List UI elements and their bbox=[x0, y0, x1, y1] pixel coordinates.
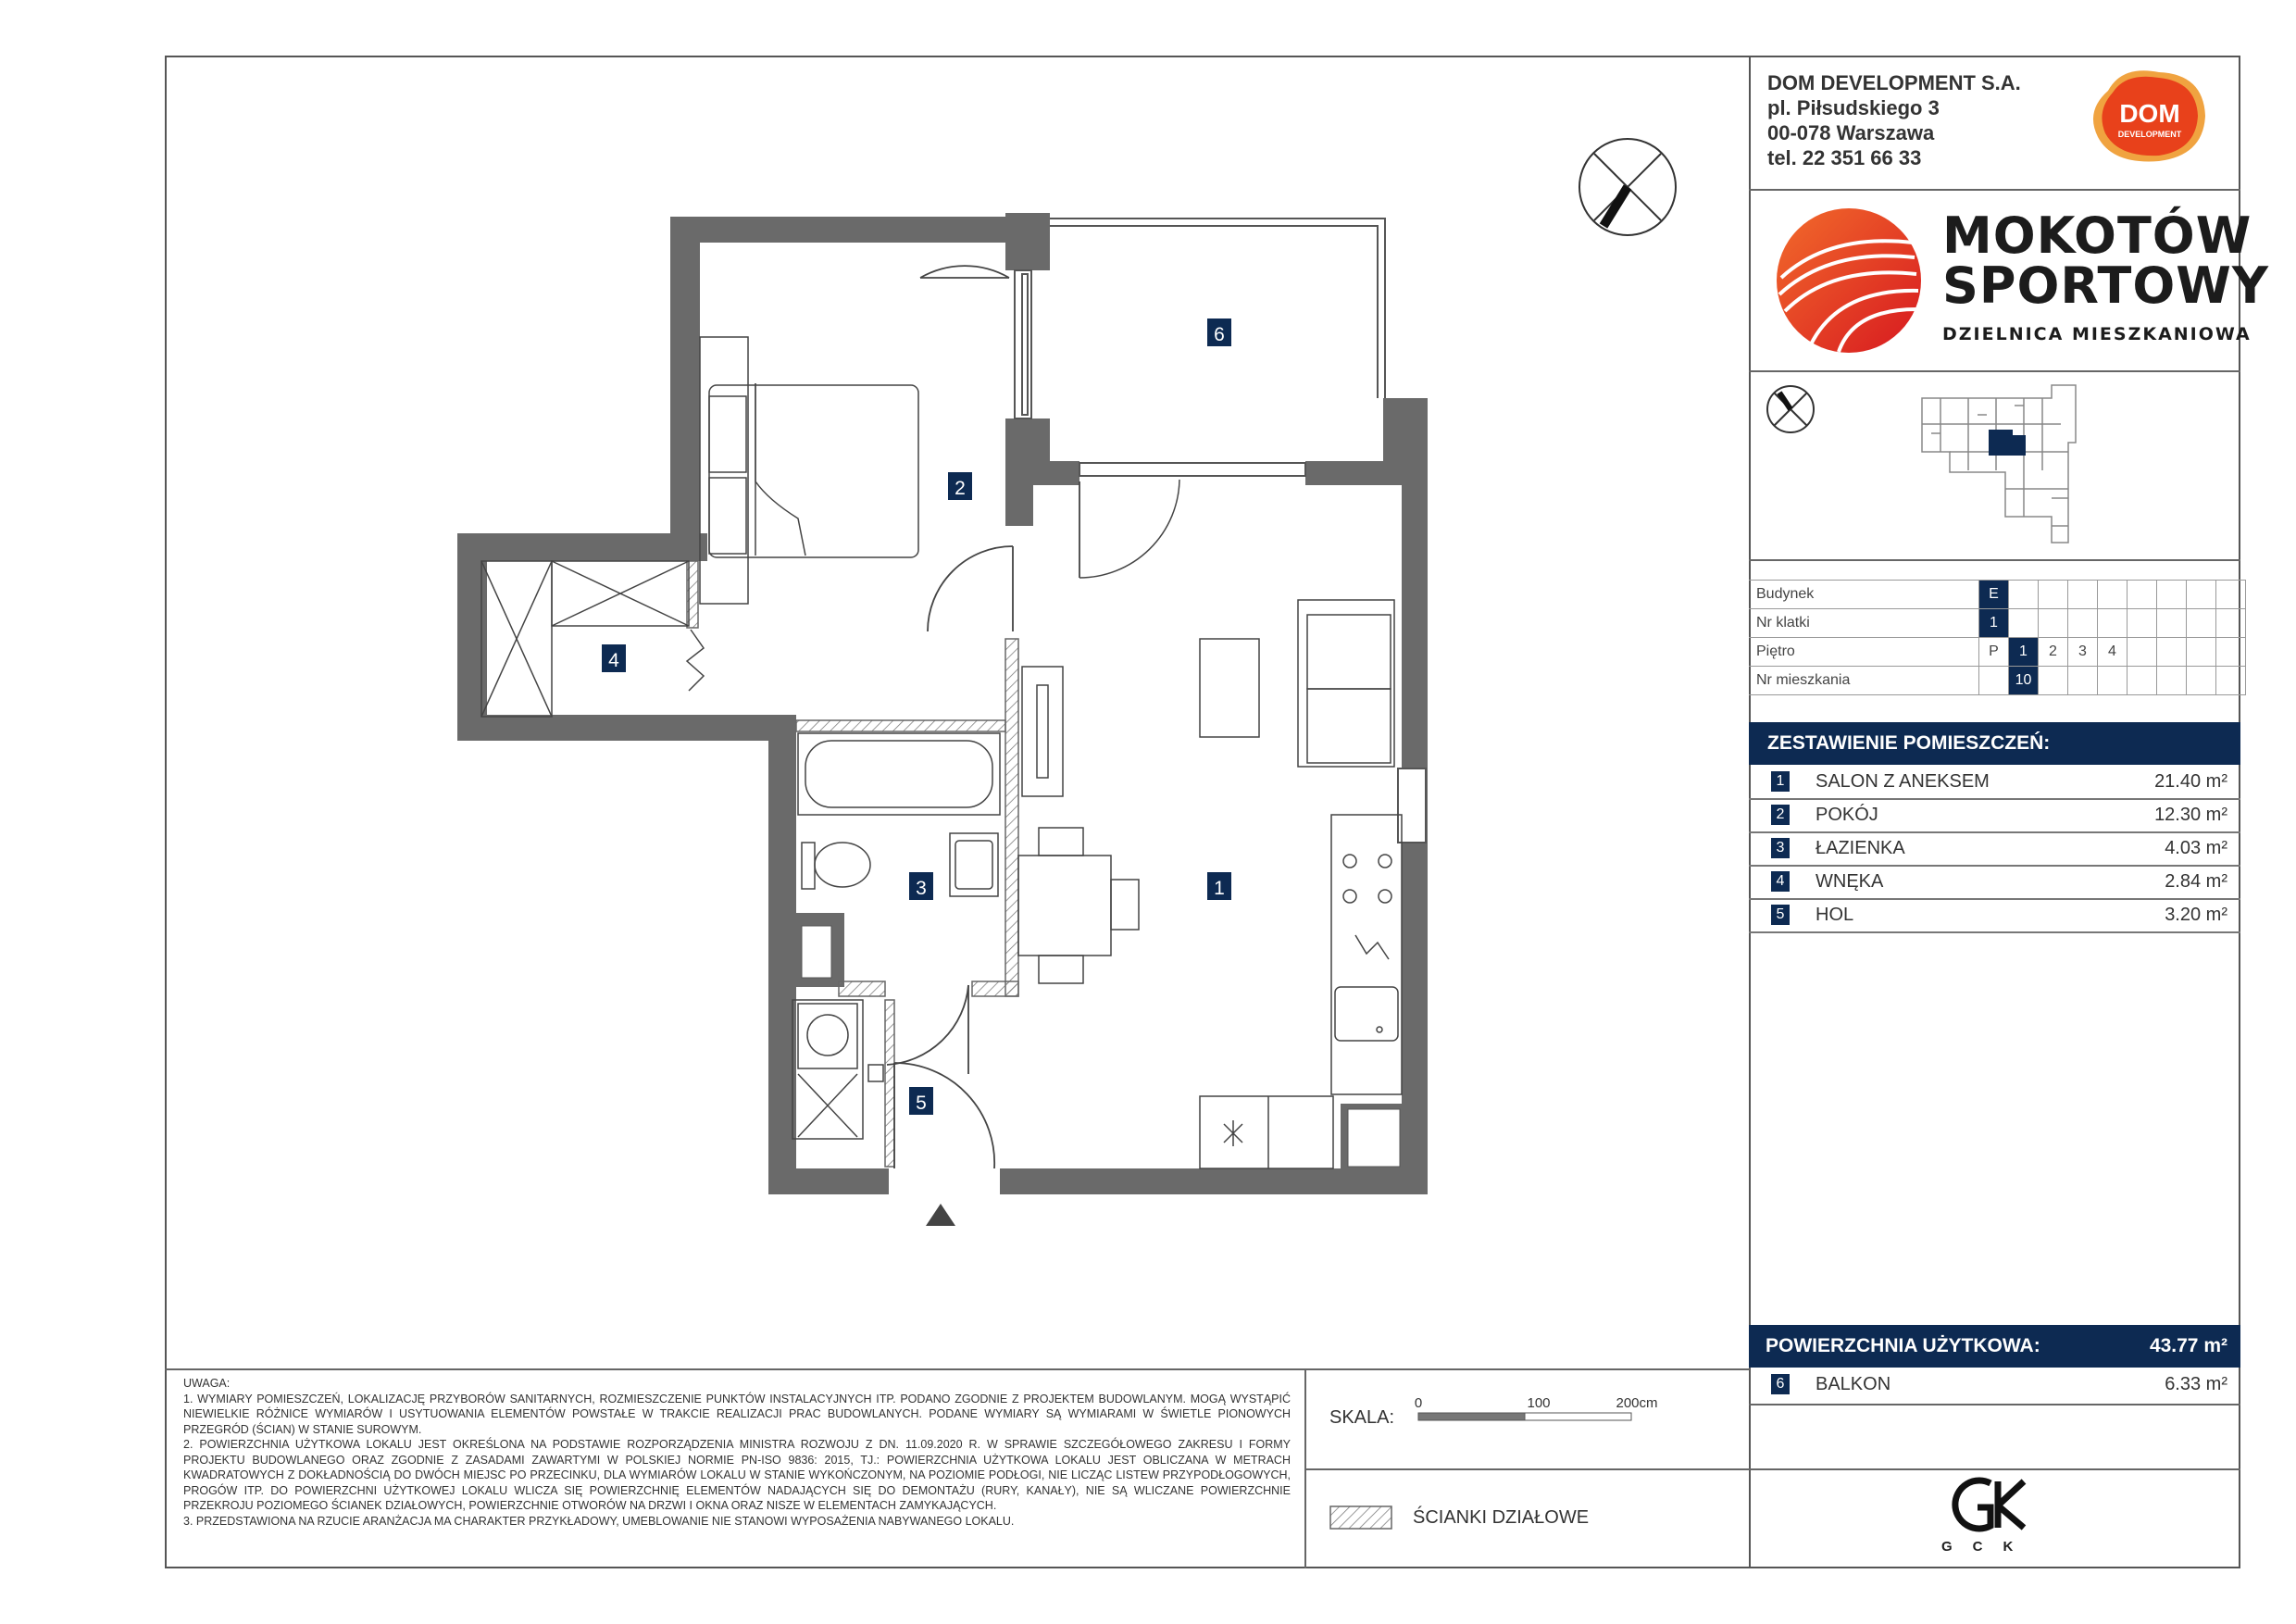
location-table bbox=[1749, 580, 2246, 695]
scale-bar bbox=[1407, 1389, 1713, 1435]
dom-logo-text: DOM bbox=[2119, 99, 2180, 128]
location-cell bbox=[2157, 638, 2187, 667]
location-cell bbox=[2098, 581, 2128, 609]
location-cell bbox=[2009, 581, 2039, 609]
location-cell: 4 bbox=[2098, 638, 2128, 667]
location-cell bbox=[1979, 667, 2009, 695]
location-cell bbox=[2068, 609, 2098, 638]
location-cell bbox=[2039, 581, 2068, 609]
brand-line1: MOKOTÓW bbox=[1942, 206, 2252, 265]
location-cell bbox=[2128, 581, 2157, 609]
scale-divider bbox=[1304, 1468, 1749, 1470]
room-num: 5 bbox=[1771, 905, 1790, 925]
notes-title: UWAGA: bbox=[183, 1377, 231, 1390]
panel-divider bbox=[1749, 559, 2240, 561]
location-cell bbox=[2216, 638, 2246, 667]
location-cell bbox=[2187, 667, 2216, 695]
room-label-6: 6 bbox=[1214, 324, 1225, 345]
location-cell: 10 bbox=[2009, 667, 2039, 695]
total-area-value: 43.77 m² bbox=[2149, 1335, 2227, 1356]
location-cell: P bbox=[1979, 638, 2009, 667]
brand-tagline: DZIELNICA MIESZKANIOWA bbox=[1942, 324, 2252, 344]
panel-divider bbox=[1749, 1468, 2240, 1470]
location-cell bbox=[2068, 581, 2098, 609]
room-name: SALON Z ANEKSEM bbox=[1816, 771, 1990, 792]
total-area-bar bbox=[1749, 1325, 2240, 1368]
location-cell: 1 bbox=[2009, 638, 2039, 667]
location-row bbox=[1749, 581, 2246, 609]
wardrobes bbox=[481, 561, 704, 717]
doors bbox=[887, 266, 1179, 1168]
room-area: 12.30 m² bbox=[2154, 805, 2227, 825]
location-cell bbox=[2039, 667, 2068, 695]
panel-divider bbox=[1749, 1404, 2240, 1405]
windows bbox=[1015, 270, 1426, 843]
location-cell bbox=[2009, 609, 2039, 638]
room-row bbox=[1749, 865, 2240, 900]
room-row bbox=[1749, 898, 2240, 933]
location-cell bbox=[2157, 609, 2187, 638]
location-cell bbox=[2128, 667, 2157, 695]
location-cell bbox=[2039, 609, 2068, 638]
dom-logo-sub: DEVELOPMENT bbox=[2117, 130, 2182, 139]
location-row-label: Nr klatki bbox=[1749, 609, 1979, 638]
company-street: pl. Piłsudskiego 3 bbox=[1767, 96, 1940, 119]
room-row bbox=[1749, 798, 2240, 833]
room-name: POKÓJ bbox=[1816, 805, 1878, 825]
location-cell bbox=[2216, 609, 2246, 638]
partition-walls bbox=[687, 561, 1018, 1167]
location-cell bbox=[2098, 609, 2128, 638]
balcony-num: 6 bbox=[1771, 1374, 1790, 1394]
room-area: 3.20 m² bbox=[2165, 905, 2227, 925]
balcony-area: 6.33 m² bbox=[2165, 1374, 2227, 1394]
location-cell bbox=[2216, 581, 2246, 609]
key-plan-icon bbox=[1913, 378, 2085, 554]
room-label-5: 5 bbox=[916, 1093, 927, 1114]
location-cell bbox=[2187, 638, 2216, 667]
location-cell bbox=[2157, 581, 2187, 609]
brand-line2: SPORTOWY bbox=[1942, 256, 2269, 315]
walls bbox=[457, 213, 1428, 1194]
room-row bbox=[1749, 831, 2240, 867]
room-area: 21.40 m² bbox=[2154, 771, 2227, 792]
balcony-name: BALKON bbox=[1816, 1374, 1891, 1394]
dom-development-logo bbox=[2085, 65, 2211, 167]
location-cell bbox=[2128, 609, 2157, 638]
balcony-row bbox=[1749, 1368, 2240, 1401]
notes-item: 3. PRZEDSTAWIONA NA RZUCIE ARANŻACJA MA CHARAKTER PRZYKŁADOWY, UMEBLOWANIE NIE STANOWI WYPOSAŻENIA NABYWANEGO LOKALU. bbox=[183, 1514, 1015, 1528]
room-num: 2 bbox=[1771, 805, 1790, 825]
location-row-label: Nr mieszkania bbox=[1749, 667, 1979, 695]
rooms-header-label: ZESTAWIENIE POMIESZCZEŃ: bbox=[1767, 732, 2051, 754]
notes-item: 1. WYMIARY POMIESZCZEŃ, LOKALIZACJĘ PRZYBORÓW SANITARNYCH, ROZMIESZCZENIE PUNKTÓW INSTALACYJNYCH ITP. PODANO ZGODNIE Z PROJEKTEM BUDOWLANYM. MOGĄ WYSTĄPIĆ NIEWIELKIE RÓŻNICE WYMIARÓW I USYTUOWANIA ELEMENTÓW POWSTAŁE W TRAKCIE REALIZACJI PRAC BUDOWLANYCH. PODANE WYMIARY SĄ WYMIARAMI W ŚWIETLE PIONOWYCH PRZEGRÓD (ŚCIAN) W STANIE SUROWYM. bbox=[183, 1392, 1291, 1436]
panel-divider bbox=[1749, 370, 2240, 372]
location-cell bbox=[2216, 667, 2246, 695]
scale-label: SKALA: bbox=[1329, 1407, 1395, 1428]
brand-title bbox=[1942, 206, 2269, 315]
company-city: 00-078 Warszawa bbox=[1767, 121, 1935, 144]
total-area-label: POWIERZCHNIA UŻYTKOWA: bbox=[1766, 1335, 2040, 1356]
mokotow-sportowy-logo bbox=[1774, 206, 1924, 356]
room-num: 3 bbox=[1771, 838, 1790, 858]
location-cell bbox=[2068, 667, 2098, 695]
notes-item: 2. POWIERZCHNIA UŻYTKOWA LOKALU JEST OKREŚLONA NA PODSTAWIE ROZPORZĄDZENIA MINISTRA ROZWOJU Z DN. 11.09.2020 R. W SPRAWIE SZCZEGÓŁOWEGO ZAKRESU I FORMY PROJEKTU BUDOWLANEGO ORAZ ZGODNIE Z ZASADAMI ZAWARTYMI W POLSKIEJ NORMIE PN-ISO 9836: 2015, TJ.: POWIERZCHNIA UŻYTKOWA LOKALU JEST OBLICZANA W METRACH KWADRATOWYCH Z DOKŁADNOŚCIĄ DO DWÓCH MIEJSC PO PRZECINKU, DLA WYMIARÓW LOKALU W STANIE WYKOŃCZONYM, NA POZIOMIE PODŁOGI, NIE LICZĄC LISTEW PRZYPODŁOGOWYCH, PROGÓW ITP. DO POWIERZCHNI UŻYTKOWEJ LOKALU WLICZA SIĘ POWIERZCHNIĘ ELEMENTÓW NADAJĄCYCH SIĘ DO DEMONTAŻU (RURY, KANAŁY), NIE SĄ WLICZANE POWIERZCHNIE PRZEKROJU POZIOMEGO ŚCIANEK DZIAŁOWYCH, POWIERZCHNIE OTWORÓW NA DRZWI I OKNA ORAZ NISZE W ELEMENTACH ZAMYKAJĄCYCH. bbox=[183, 1438, 1291, 1512]
floor-plan bbox=[444, 204, 1463, 1259]
scale-tick: 0 bbox=[1414, 1395, 1423, 1411]
room-name: ŁAZIENKA bbox=[1816, 838, 1905, 858]
location-cell: 2 bbox=[2039, 638, 2068, 667]
partition-legend-label: ŚCIANKI DZIAŁOWE bbox=[1413, 1507, 1590, 1528]
balcony-outline bbox=[1050, 219, 1385, 398]
room-label-4: 4 bbox=[608, 650, 619, 671]
room-label-2: 2 bbox=[955, 478, 966, 499]
company-phone: tel. 22 351 66 33 bbox=[1767, 146, 1922, 169]
location-cell: 3 bbox=[2068, 638, 2098, 667]
rooms-header bbox=[1749, 722, 2240, 765]
location-cell: 1 bbox=[1979, 609, 2009, 638]
location-row bbox=[1749, 609, 2246, 638]
room-area: 4.03 m² bbox=[2165, 838, 2227, 858]
room-area: 2.84 m² bbox=[2165, 871, 2227, 892]
company-name: DOM DEVELOPMENT S.A. bbox=[1767, 71, 2021, 94]
key-plan-compass-icon bbox=[1765, 383, 1816, 435]
bed bbox=[700, 337, 918, 604]
company-address bbox=[1767, 70, 2021, 170]
gck-logo bbox=[1946, 1474, 2057, 1539]
location-row bbox=[1749, 667, 2246, 695]
room-name: HOL bbox=[1816, 905, 1854, 925]
location-cell bbox=[2128, 638, 2157, 667]
room-label-1: 1 bbox=[1214, 878, 1225, 899]
location-cell bbox=[2098, 667, 2128, 695]
location-cell bbox=[2157, 667, 2187, 695]
location-cell bbox=[2187, 581, 2216, 609]
location-row-label: Budynek bbox=[1749, 581, 1979, 609]
entrance-arrow-icon bbox=[926, 1204, 955, 1226]
location-cell: E bbox=[1979, 581, 2009, 609]
room-num: 4 bbox=[1771, 871, 1790, 892]
gck-letters: GCK bbox=[1941, 1539, 2034, 1555]
room-num: 1 bbox=[1771, 771, 1790, 792]
north-arrow-icon bbox=[1576, 135, 1679, 239]
location-row bbox=[1749, 638, 2246, 667]
scale-tick: 200cm bbox=[1616, 1395, 1658, 1411]
notes-block bbox=[183, 1376, 1291, 1529]
scale-tick: 100 bbox=[1527, 1395, 1551, 1411]
room-name: WNĘKA bbox=[1816, 871, 1884, 892]
location-row-label: Piętro bbox=[1749, 638, 1979, 667]
partition-legend-swatch bbox=[1329, 1505, 1394, 1531]
room-label-3: 3 bbox=[916, 878, 927, 899]
panel-divider bbox=[1749, 189, 2240, 191]
room-row bbox=[1749, 765, 2240, 800]
location-cell bbox=[2187, 609, 2216, 638]
